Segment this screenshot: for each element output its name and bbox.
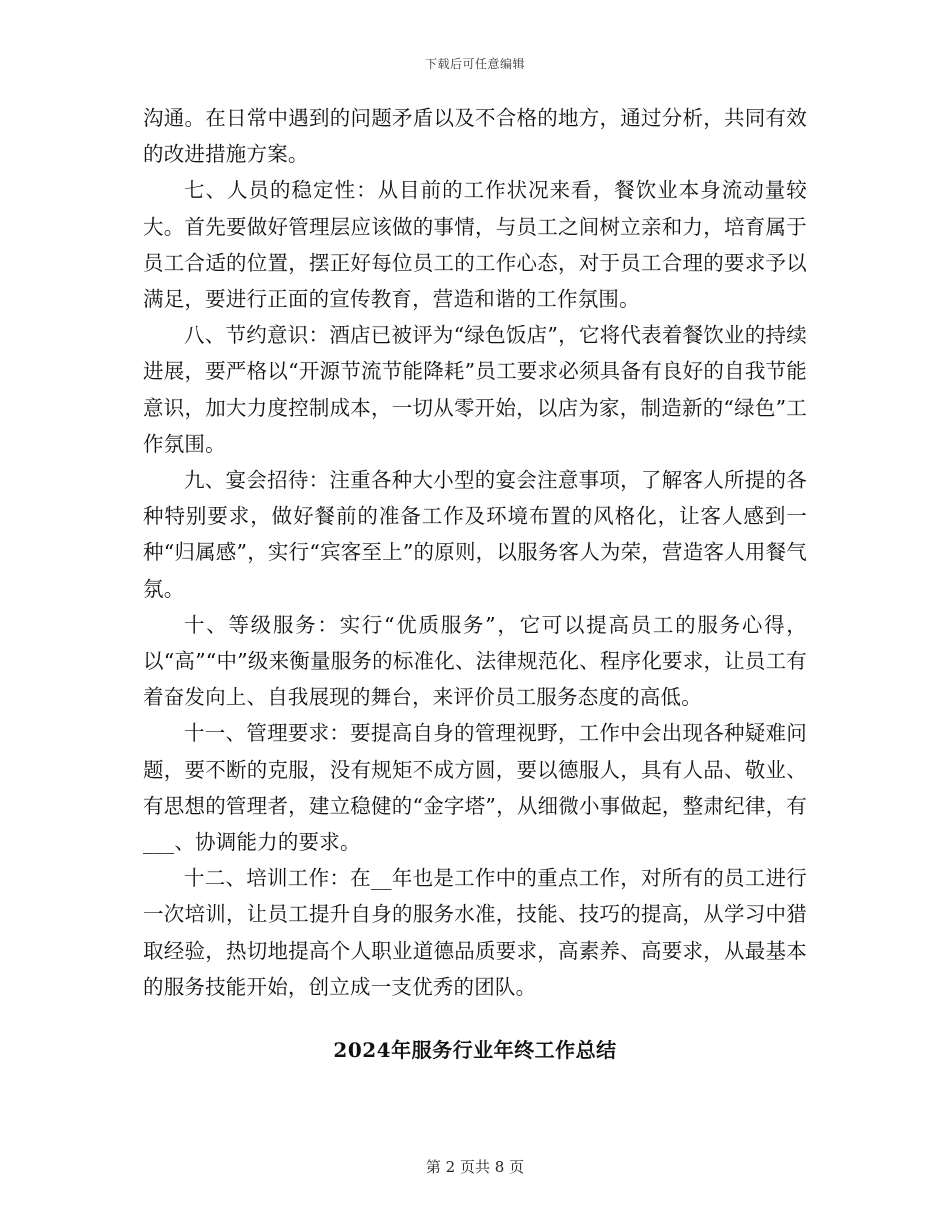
paragraph-grade-service: 十、等级服务：实行“优质服务”，它可以提高员工的服务心得，以“高”“中”级来衡量服务的标准化、法律规范化、程序化要求，让员工有着奋发向上、自我展现的舞台，来评价员工服务态度的高低。 [143,612,807,710]
paragraph-continuation: 沟通。在日常中遇到的问题矛盾以及不合格的地方，通过分析，共同有效的改进措施方案。 [143,106,807,167]
page-header: 下载后可任意编辑 [424,57,525,71]
paragraph-staff-stability: 七、人员的稳定性：从目前的工作状况来看，餐饮业本身流动量较大。首先要做好管理层应该做的事情，与员工之间树立亲和力，培育属于员工合适的位置，摆正好每位员工的工作心态，对于员工合理的要求予以满足，要进行正面的宣传教育，营造和谐的工作氛围。 [143,178,807,312]
paragraph-training-work: 十二、培训工作：在__年也是工作中的重点工作，对所有的员工进行一次培训，让员工提升自身的服务水准，技能、技巧的提高，从学习中猎取经验，热切地提高个人职业道德品质要求，高素养、高要求，从最基本的服务技能开始，创立成一支优秀的团队。 [143,866,807,999]
page-footer: 第 2 页共 8 页 [425,1158,525,1176]
document-body [143,100,807,1005]
paragraph-management-requirements: 十一、管理要求：要提高自身的管理视野，工作中会出现各种疑难问题，要不断的克服，没有规矩不成方圆，要以德服人，具有人品、敬业、有思想的管理者，建立稳健的“金字塔”，从细微小事做起，整肃纪律，有___、协调能力的要求。 [143,721,807,855]
paragraph-banquet-reception: 九、宴会招待：注重各种大小型的宴会注意事项，了解客人所提的各种特别要求，做好餐前的准备工作及环境布置的风格化，让客人感到一种“归属感”，实行“宾客至上”的原则，以服务客人为荣，营造客人用餐气氛。 [143,468,807,601]
paragraph-saving-awareness: 八、节约意识：酒店已被评为“绿色饭店”，它将代表着餐饮业的持续进展，要严格以“开源节流节能降耗”员工要求必须具备有良好的自我节能意识，加大力度控制成本，一切从零开始，以店为家，制造新的“绿色”工作氛围。 [143,323,807,456]
section-title: 2024年服务行业年终工作总结 [333,1038,617,1062]
